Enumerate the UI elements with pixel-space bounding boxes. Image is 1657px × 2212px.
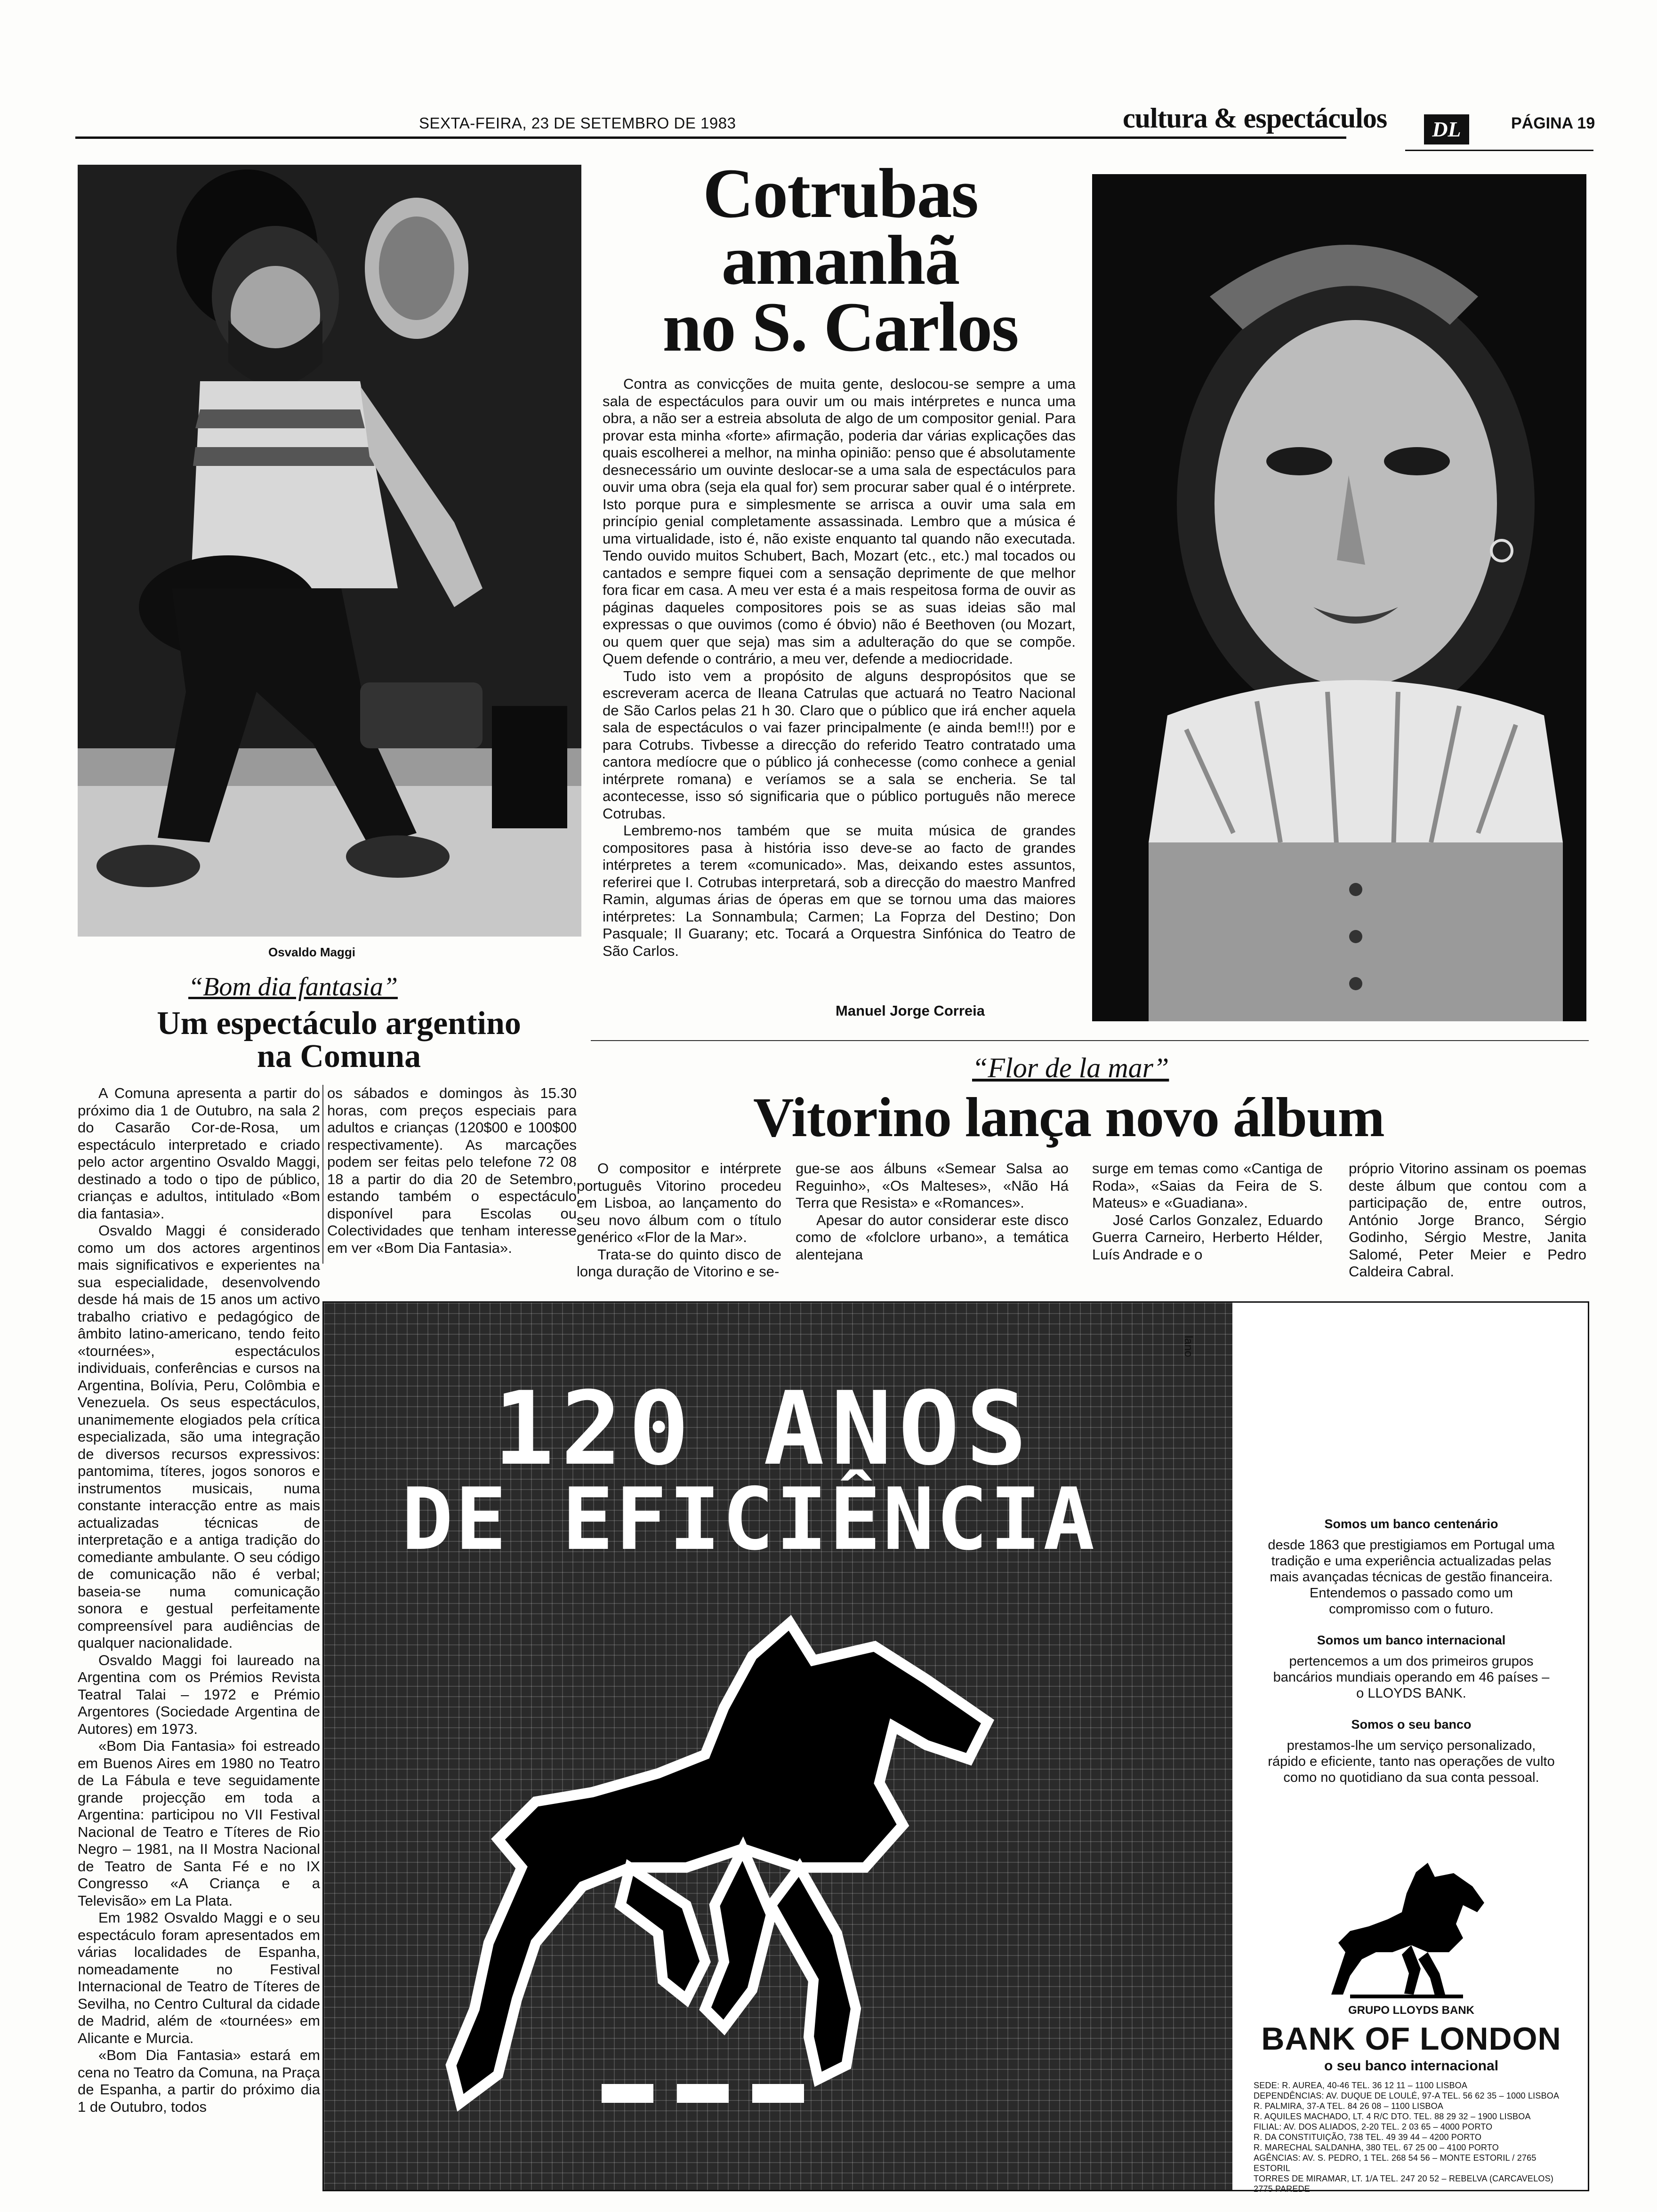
header-section: cultura & espectáculos [1123,103,1387,134]
header-rule-right [1405,150,1593,151]
header-rule [75,136,1346,139]
ad-agency-mark: lano [1182,1336,1195,1357]
ad-address-line: TORRES DE MIRAMAR, LT. 1/A TEL. 247 20 52 – REBELVA (CARCAVELOS) 2775 PAREDE [1254,2174,1554,2194]
cotrubas-paragraph: Tudo isto vem a propósito de alguns despropósitos que se escreveram acerca de Ileana Catrulas que actuará no Teatro Nacional de São Carlos pelas 21 h 30. Claro que o público que irá encher aquela sala de espectáculos o vai fazer principalmente (e ainda bem!!!) por e para Cotrubs. Tivbesse a direcção do referido Teatro contratado uma cantora medíocre que o público já conhecesse (como conhece a genial intérprete romana) e veríamos se a sala se encheria. Se tal acontecesse, isso só significaria que o público português não merece Cotrubas. [603,667,1076,822]
maggi-headline-line2: na Comuna [257,1038,421,1074]
vitorino-column-4 [1349,1160,1586,1281]
ad-headline-line1: 120 ANOS [493,1370,1034,1488]
ad-address-line: AGÊNCIAS: AV. S. PEDRO, 1 TEL. 268 54 56 – MONTE ESTORIL / 2765 ESTORIL [1254,2153,1536,2173]
page-header [75,103,1596,141]
vitorino-column-3 [1092,1160,1323,1263]
maggi-headline-line1: Um espectáculo argentino [157,1005,521,1042]
cotrubas-headline-line1: Cotrubas [702,154,978,232]
maggi-photo-caption: Osvaldo Maggi [268,945,355,959]
ad-headline-line2: DE EFICIÊNCIA [402,1469,1097,1569]
ad-address-line: R. MARECHAL SALDANHA, 380 TEL. 67 25 00 – 4100 PORTO [1254,2143,1499,2152]
ad-bank-name: BANK OF LONDON [1261,2021,1561,2057]
header-date: SEXTA-FEIRA, 23 DE SETEMBRO DE 1983 [419,114,736,132]
cotrubas-body [603,376,1076,960]
cotrubas-paragraph: Lembremo-nos também que se muita música de grandes compositores pasa à história isso deve-se ao facto de grandes intérpretes a terem «comunicado». Mas, deixando estes assuntos, referirei que I. Cotrubas interpretará, sob a direcção do maestro Manfred Ramin, algumas árias de óperas em que se tornou uma das maiores intérpretes: La Sonnambula; Carmen; La Foprza del Destino; Don Pasquale; Il Guarany; etc. Tocará a Orquestra Sinfónica do Teatro de São Carlos. [603,822,1076,959]
ad-address-line: SEDE: R. AUREA, 40-46 TEL. 36 12 11 – 1100 LISBOA [1254,2081,1468,2090]
header-page-number: PÁGINA 19 [1511,114,1595,132]
ad-block-text: prestamos-lhe um serviço personalizado, rápido e eficiente, tanto nas operações de vulto como no quotidiano da sua conta pessoal. [1268,1738,1555,1785]
maggi-headline [89,1007,588,1073]
ad-block-heading: Somos um banco centenário [1324,1517,1498,1531]
ad-group-name: GRUPO LLOYDS BANK [1348,2004,1474,2017]
ad-copy [1249,1517,1574,1786]
maggi-paragraph: Osvaldo Maggi é considerado como um dos actores argentinos mais significativos e experientes na sua especialidade, desenvolvendo desde há mais de 15 anos um activo trabalho criativo e pedagógico de âmbito latino-americano, tendo feito «tournées», espectáculos individuais, conferências e cursos na Argentina, Bolívia, Peru, Colômbia e Venezuela. Os seus espectáculos, unanimemente elogiados pela crítica especializada, são uma integração de diversos recursos expressivos: pantomima, títeres, jogos sonoros e instrumentos musicais, numa constante interacção entre as mais actualizadas técnicas de interpretação e a antiga tradição do comediante ambulante. O seu código de comunicação não é verbal; baseia-se numa comunicação sonora e gestual perfeitamente compreensível para audiências de qualquer nacionalidade. [78,1222,320,1651]
ad-copy-block [1249,1517,1574,1617]
maggi-column-divider [322,1085,323,1264]
vitorino-paragraph: Trata-se do quinto disco de longa duração de Vitorino e se- [577,1246,781,1280]
vitorino-kicker: “Flor de la mar” [972,1052,1169,1083]
maggi-column-2 [327,1085,577,1257]
ad-block-heading: Somos o seu banco [1351,1717,1472,1731]
ad-block-heading: Somos um banco internacional [1317,1633,1506,1647]
vitorino-column-1 [577,1160,781,1281]
maggi-paragraph: A Comuna apresenta a partir do próximo dia 1 de Outubro, na sala 2 do Casarão Cor-de-Rosa, um espectáculo interpretado e criado pelo actor argentino Osvaldo Maggi, destinado a todo o tipo de público, crianças e adultos, intitulado «Bom dia fantasia». [78,1085,320,1222]
vitorino-paragraph: surge em temas como «Cantiga de Roda», «Saias da Feira de S. Mateus» e «Guadiana». [1092,1160,1323,1211]
cotrubas-photo-image [1092,174,1586,1021]
black-horse-icon [442,1604,1006,2126]
maggi-kicker: “Bom dia fantasia” [188,972,398,1002]
vitorino-paragraph: próprio Vitorino assinam os poemas deste álbum que contou com a participação de, entre outros, António Jorge Branco, Sérgio Godinho, Sérgio Mestre, Janita Salomé, Peter Meier e Pedro Caldeira Cabral. [1349,1160,1586,1280]
ad-tagline: o seu banco internacional [1324,2058,1499,2074]
vitorino-paragraph: O compositor e intérprete português Vitorino procedeu em Lisboa, ao lançamento do seu novo álbum com o título genérico «Flor de la Mar». [577,1160,781,1245]
maggi-paragraph: «Bom Dia Fantasia» foi estreado em Buenos Aires em 1980 no Teatro de La Fábula e teve seguidamente grande projecção em toda a Argentina: participou no VII Festival Nacional de Teatro e Títeres de Rio Negro – 1981, na II Mostra Nacional de Teatro de Santa Fé e no IX Congresso «A Criança e a Televisão» em La Plata. [78,1738,320,1909]
vitorino-top-rule [591,1040,1589,1041]
cotrubas-headline [600,154,1080,366]
cotrubas-portrait-photo [1092,174,1586,1021]
vitorino-paragraph: Apesar do autor considerar este disco como de «folclore urbano», a temática alentejana [796,1211,1069,1263]
ad-block-text: pertencemos a um dos primeiros grupos bancários mundiais operando em 46 países – o LLOYDS BANK. [1273,1654,1550,1701]
maggi-paragraph: Em 1982 Osvaldo Maggi e o seu espectáculo foram apresentados em várias localidades de Espanha, nomeadamente no Festival Internacional de Teatro de Títeres de Sevilha, no Centro Cultural da cidade de Madrid, além de «tournées» em Alicante e Murcia. [78,1909,320,2046]
cotrubas-headline-line2: amanhã [721,221,959,299]
ad-address-list [1254,2080,1574,2194]
maggi-column-1 [78,1085,320,2116]
ad-block-text: desde 1863 que prestigiamos em Portugal uma tradição e uma experiência actualizadas pelas mais avançadas técnicas de gestão financeira. Entendemos o passado como um compromisso com o futuro. [1268,1538,1555,1617]
ad-grid-artwork [324,1303,1232,2190]
vitorino-paragraph: gue-se aos álbuns «Semear Salsa ao Reguinho», «Os Malteses», «Não Há Terra que Resista» e «Romances». [796,1160,1069,1211]
osvaldo-maggi-photo [78,165,581,937]
ad-address-line: DEPENDÊNCIAS: AV. DUQUE DE LOULÉ, 97-A TEL. 56 62 35 – 1000 LISBOA [1254,2091,1560,2100]
lloyds-horse-logo-icon [1322,1858,1491,1999]
bank-ad [322,1301,1589,2194]
maggi-paragraph: «Bom Dia Fantasia» estará em cena no Teatro da Comuna, na Praça de Espanha, a partir do próximo dia 1 de Outubro, todos [78,2047,320,2115]
dl-logo-text: DL [1432,117,1461,141]
ad-address-line: R. AQUILES MACHADO, LT. 4 R/C DTO. TEL. 88 29 32 – 1900 LISBOA [1254,2112,1531,2121]
cotrubas-byline: Manuel Jorge Correia [836,1002,985,1019]
ad-copy-block [1249,1633,1574,1701]
dl-logo-icon [1424,114,1469,144]
maggi-photo-image [78,165,581,937]
ad-address-line: R. DA CONSTITUIÇÃO, 738 TEL. 49 39 44 – 4200 PORTO [1254,2132,1482,2142]
ad-address-line: R. PALMIRA, 37-A TEL. 84 26 08 – 1100 LISBOA [1254,2101,1444,2111]
ad-address-line: FILIAL: AV. DOS ALIADOS, 2-20 TEL. 2 03 65 – 4000 PORTO [1254,2122,1493,2132]
vitorino-headline: Vitorino lança novo álbum [753,1086,1384,1148]
vitorino-paragraph: José Carlos Gonzalez, Eduardo Guerra Carneiro, Herberto Hélder, Luís Andrade e o [1092,1211,1323,1263]
vitorino-column-2 [796,1160,1069,1263]
cotrubas-headline-line3: no S. Carlos [662,288,1018,366]
maggi-paragraph: Osvaldo Maggi foi laureado na Argentina com os Prémios Revista Teatral Talai – 1972 e Prémio Argentores (Sociedade Argentina de Autores) em 1973. [78,1651,320,1737]
ad-copy-block [1249,1717,1574,1786]
cotrubas-paragraph: Contra as convicções de muita gente, deslocou-se sempre a uma sala de espectáculos para ouvir um ou mais intérpretes e nunca uma obra, a não ser a estreia absoluta de algo de um compositor genial. Para provar esta minha «forte» afirmação, poderia dar várias explicações das quais escolherei a melhor, na minha opinião: penso que é absolutamente desnecessário um ouvinte deslocar-se a uma sala de espectáculos para ouvir uma obra (seja ela qual for) sem procurar saber qual é o intérprete. Isto porque pura e simplesmente se arrisca a ouvir uma sala em princípio genial completamente assassinada. Lembro que a música é uma virtualidade, isto é, não existe enquanto tal quando não executada. Tendo ouvido muitos Schubert, Bach, Mozart (etc., etc.) mal tocados ou cantados e sempre fiquei com a sensação deprimente de que melhor fora ficar em casa. A meu ver esta é a mais respeitosa forma de ouvir as páginas daqueles compositores pois se as suas ideias são mal expressas o que ouvimos (como é óbvio) não é Beethoven (ou Mozart, ou quem quer que seja) mas sim a adulteração do que se compõe. Quem defende o contrário, a meu ver, defende a mediocridade. [603,376,1076,667]
maggi-paragraph: os sábados e domingos às 15.30 horas, com preços especiais para adultos e crianças (120$00 e 100$00 respectivamente). As marcações podem ser feitas pelo telefone 72 08 18 a partir do dia 20 de Setembro, estando também o espectáculo disponível para Escolas ou Colectividades que tenham interesse em ver «Bom Dia Fantasia». [327,1085,577,1256]
